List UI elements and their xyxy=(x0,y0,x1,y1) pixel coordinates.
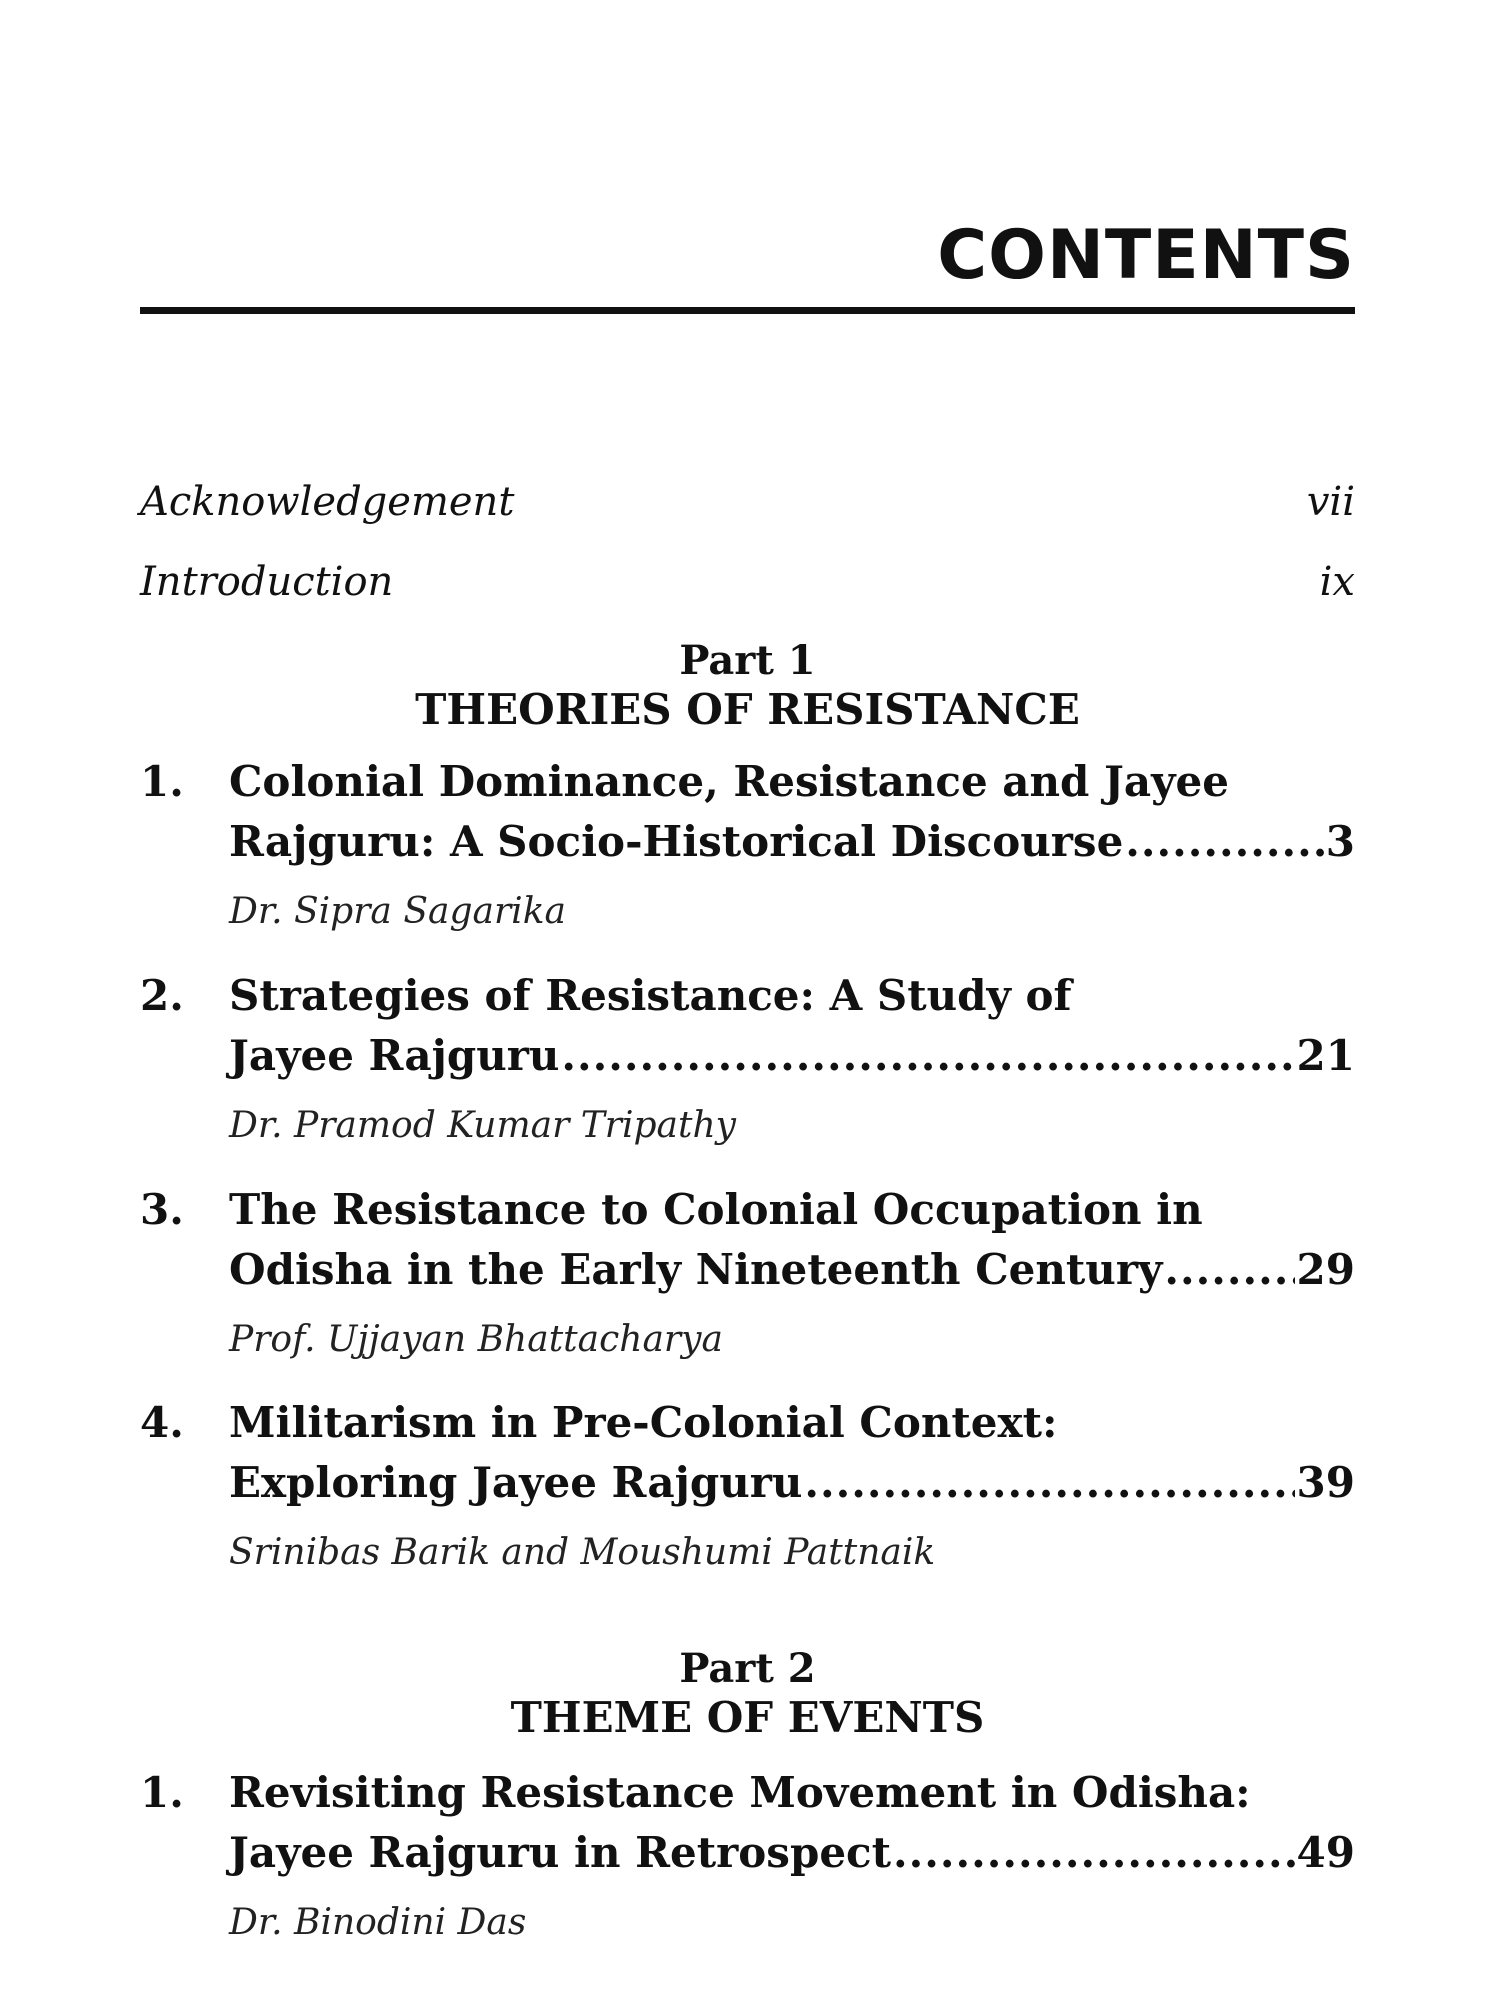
entry-page-number: 39 xyxy=(1296,1458,1355,1507)
heading-rule xyxy=(140,307,1355,314)
front-matter-label: Acknowledgement xyxy=(140,479,515,525)
entry-title-line1: Revisiting Resistance Movement in Odisha: xyxy=(229,1768,1251,1817)
front-matter-label: Introduction xyxy=(140,559,394,605)
front-matter-page: vii xyxy=(1306,479,1355,525)
toc-entry[interactable] xyxy=(140,752,1355,933)
entry-title xyxy=(229,1393,1355,1513)
dot-leader xyxy=(1164,1240,1294,1300)
entry-title xyxy=(229,752,1355,872)
entry-number: 1. xyxy=(140,1768,184,1817)
front-matter-page: ix xyxy=(1319,559,1355,605)
part-label: Part 2 xyxy=(679,1645,816,1692)
toc-entry[interactable] xyxy=(140,1763,1355,1944)
entry-title xyxy=(229,966,1355,1086)
entry-title-line1: The Resistance to Colonial Occupation in xyxy=(229,1185,1203,1234)
entry-author: Srinibas Barik and Moushumi Pattnaik xyxy=(229,1532,936,1573)
entry-author: Dr. Binodini Das xyxy=(229,1902,527,1943)
entry-number: 4. xyxy=(140,1398,184,1447)
part-label: Part 1 xyxy=(679,637,816,684)
dot-leader xyxy=(804,1453,1294,1513)
entry-author: Dr. Pramod Kumar Tripathy xyxy=(229,1105,736,1146)
entry-number: 2. xyxy=(140,971,184,1020)
front-matter-introduction[interactable] xyxy=(140,558,1355,606)
entry-title-line2: Rajguru: A Socio-Historical Discourse xyxy=(229,817,1124,866)
dot-leader xyxy=(893,1823,1295,1883)
entry-number: 1. xyxy=(140,757,184,806)
entry-title xyxy=(229,1763,1355,1883)
entry-title-line1: Colonial Dominance, Resistance and Jayee xyxy=(229,757,1229,806)
entry-title-line2: Exploring Jayee Rajguru xyxy=(229,1458,803,1507)
contents-page xyxy=(140,0,1355,2000)
entry-title-line2: Jayee Rajguru xyxy=(229,1031,560,1080)
dot-leader xyxy=(561,1026,1294,1086)
toc-entry[interactable] xyxy=(140,966,1355,1147)
dot-leader xyxy=(1125,812,1323,872)
entry-title-line2: Jayee Rajguru in Retrospect xyxy=(229,1828,892,1877)
part-1-header xyxy=(140,637,1355,735)
entry-title-line2: Odisha in the Early Nineteenth Century xyxy=(229,1245,1163,1294)
entry-number: 3. xyxy=(140,1185,184,1234)
front-matter-acknowledgement[interactable] xyxy=(140,478,1355,526)
entry-title xyxy=(229,1180,1355,1300)
entry-title-line1: Strategies of Resistance: A Study of xyxy=(229,971,1072,1020)
entry-author: Prof. Ujjayan Bhattacharya xyxy=(229,1319,723,1360)
entry-title-line1: Militarism in Pre-Colonial Context: xyxy=(229,1398,1058,1447)
entry-page-number: 21 xyxy=(1296,1031,1355,1080)
toc-entry[interactable] xyxy=(140,1393,1355,1574)
entry-page-number: 3 xyxy=(1325,817,1355,866)
part-2-header xyxy=(140,1645,1355,1743)
toc-entry[interactable] xyxy=(140,1180,1355,1361)
entry-author: Dr. Sipra Sagarika xyxy=(229,891,566,932)
entry-page-number: 49 xyxy=(1296,1828,1355,1877)
part-title: THEME OF EVENTS xyxy=(510,1693,985,1742)
entry-page-number: 29 xyxy=(1296,1245,1355,1294)
part-title: THEORIES OF RESISTANCE xyxy=(415,685,1080,734)
page-title: CONTENTS xyxy=(937,216,1355,295)
